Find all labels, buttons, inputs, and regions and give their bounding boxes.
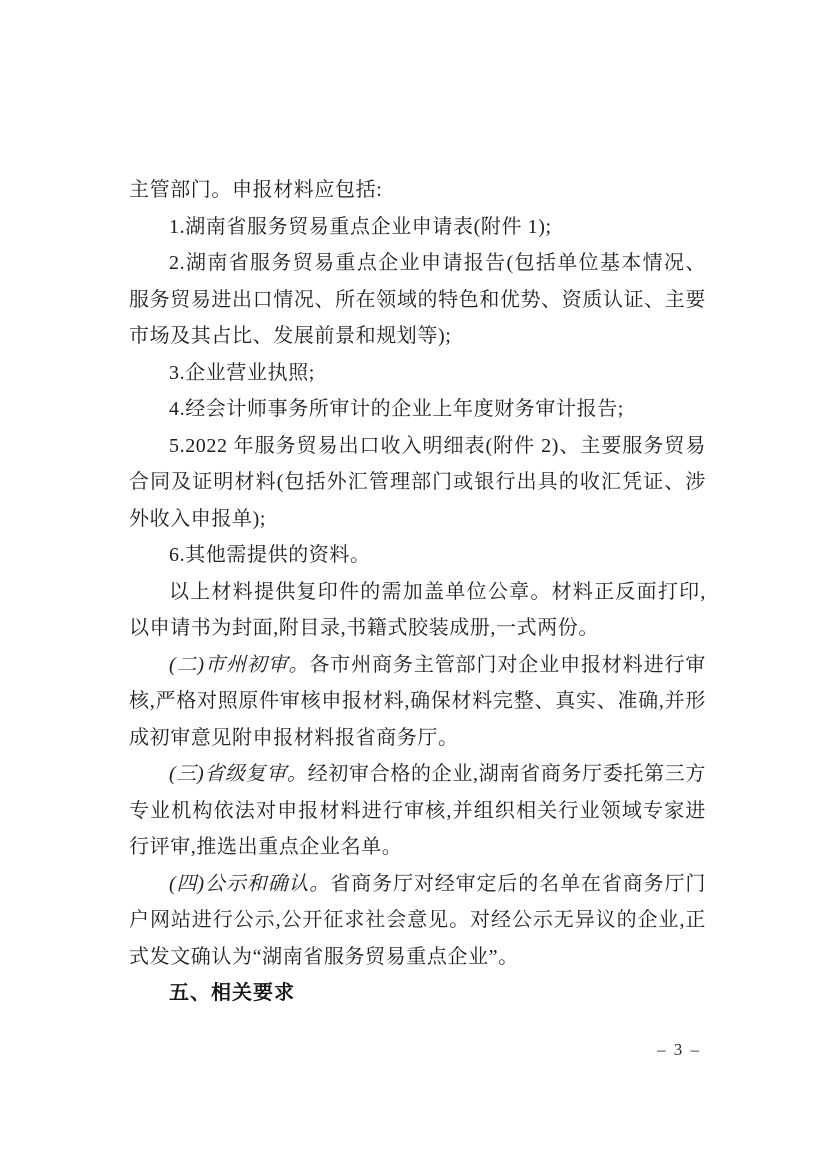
paragraph-city-initial-review [129, 647, 706, 757]
paragraph-city-initial-review-text: 各市州商务主管部门对企业申报材料进行审核,严格对照原件审核申报材料,确保材料完整、真实、准确,并形成初审意见附申报材料报省商务厅。 [129, 653, 706, 749]
kai-lead-provincial-review: (三)省级复审。 [169, 763, 308, 785]
paragraph-publicity-confirmation [129, 866, 706, 976]
list-item-6: 6.其他需提供的资料。 [169, 544, 371, 566]
paragraph-continuation: 主管部门。申报材料应包括: [129, 179, 383, 201]
paragraph-provincial-review [129, 756, 706, 866]
page-number: – 3 – [657, 1040, 701, 1059]
paragraph-binding-note: 以上材料提供复印件的需加盖单位公章。材料正反面打印,以申请书为封面,附目录,书籍式胶装成册,一式两份。 [129, 580, 706, 639]
list-item-4: 4.经会计师事务所审计的企业上年度财务审计报告; [169, 398, 624, 420]
section-heading-5: 五、相关要求 [169, 982, 295, 1004]
list-item-2: 2.湖南省服务贸易重点企业申请报告(包括单位基本情况、服务贸易进出口情况、所在领域的特色和优势、资质认证、主要市场及其占比、发展前景和规划等); [129, 252, 706, 347]
list-item-5: 5.2022 年服务贸易出口收入明细表(附件 2)、主要服务贸易合同及证明材料(包括外汇管理部门或银行出具的收汇凭证、涉外收入申报单); [129, 434, 706, 530]
paragraph-publicity-confirmation-text: 省商务厅对经审定后的名单在省商务厅门户网站进行公示,公开征求社会意见。对经公示无异议的企业,正式发文确认为“湖南省服务贸易重点企业”。 [129, 872, 706, 968]
kai-lead-city-initial-review: (二)市州初审。 [169, 653, 310, 676]
list-item-1: 1.湖南省服务贸易重点企业申请表(附件 1); [169, 215, 552, 238]
paragraph-provincial-review-text: 经初审合格的企业,湖南省商务厅委托第三方专业机构依法对申报材料进行审核,并组织相关行业领域专家进行评审,推选出重点企业名单。 [129, 763, 707, 858]
list-item-3: 3.企业营业执照; [169, 361, 315, 384]
document-body [129, 172, 706, 1012]
kai-lead-publicity-confirmation: (四)公示和确认。 [169, 872, 331, 895]
